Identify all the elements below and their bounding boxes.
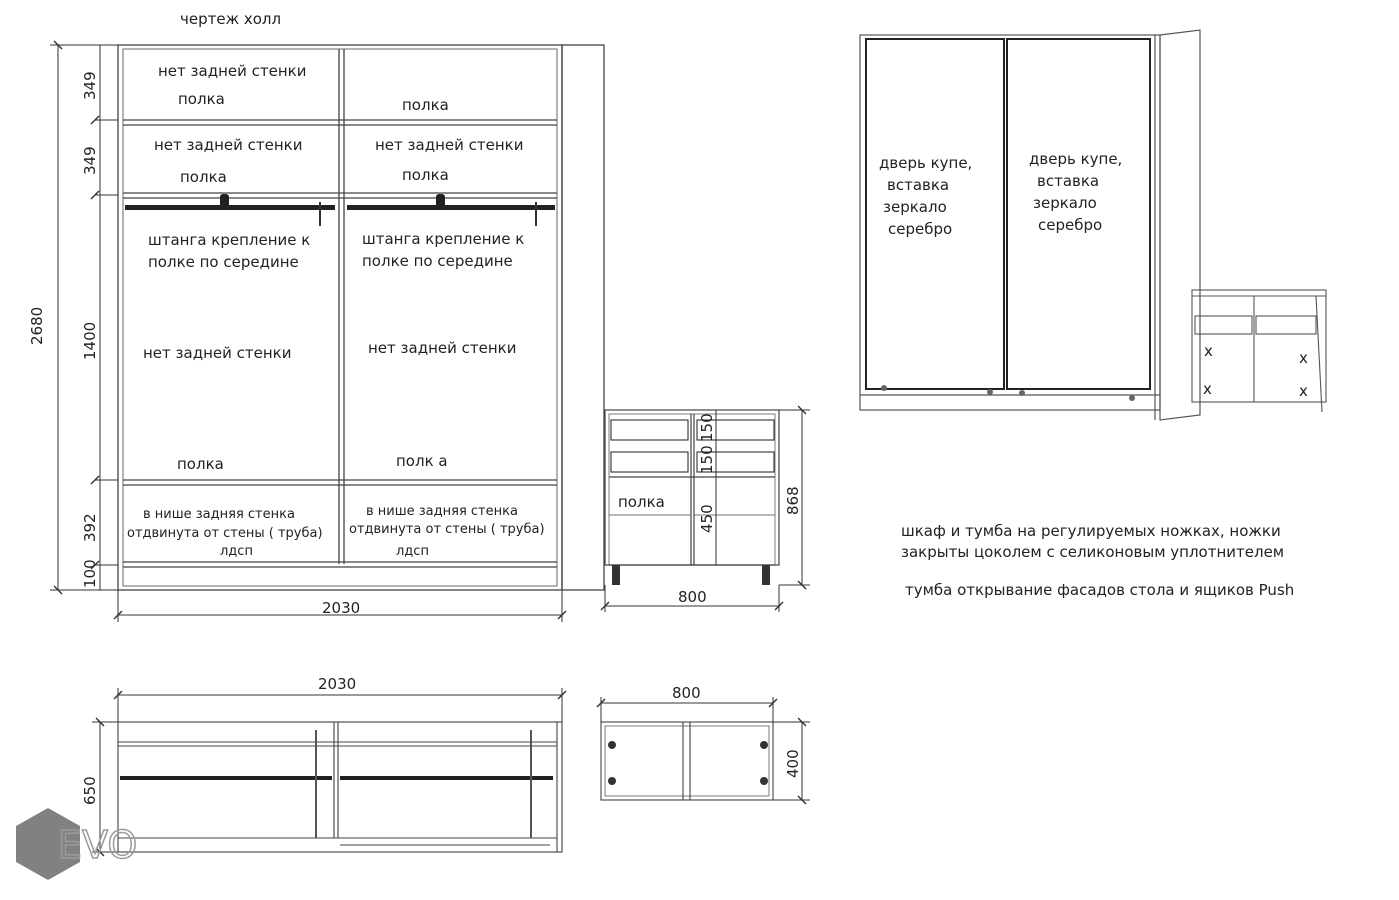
label-shelf-2-left: полка: [180, 168, 227, 186]
note-line-1: шкаф и тумба на регулируемых ножках, ножки: [901, 522, 1281, 540]
label-rod-right-2: полке по середине: [362, 252, 513, 270]
dim-lower: 450: [698, 504, 716, 533]
drawing-title: чертеж холл: [180, 10, 282, 28]
dim-cabinet-width: 800: [678, 588, 707, 606]
label-niche-right-1: в нише задняя стенка: [366, 504, 518, 519]
mark-x-3: x: [1203, 380, 1212, 398]
cabinet-dimension-values: [678, 413, 802, 606]
dim-plinth: 100: [81, 559, 99, 588]
label-rod-left-2: полке по середине: [148, 253, 299, 271]
label-rod-left-1: штанга крепление к: [148, 231, 311, 249]
hanging-rods: [125, 194, 555, 226]
note-line-3: тумба открывание фасадов стола и ящиков Push: [905, 581, 1295, 599]
dim-section-3: 1400: [81, 321, 99, 360]
label-niche-left-3: лдсп: [220, 544, 253, 559]
label-shelf-2-right: полка: [402, 166, 449, 184]
dim-cabinet-plan-depth: 400: [784, 749, 802, 778]
door-left-line-4: серебро: [888, 220, 953, 238]
door-left-line-2: вставка: [887, 176, 950, 194]
door-right-line-4: серебро: [1038, 216, 1103, 234]
notes: [901, 522, 1294, 599]
label-no-back-2-right: нет задней стенки: [375, 136, 524, 154]
mark-x-1: x: [1204, 342, 1213, 360]
label-niche-left-1: в нише задняя стенка: [143, 507, 295, 522]
cabinet-plan-hinges: [608, 741, 768, 785]
dim-drawer-2: 150: [698, 445, 716, 474]
label-niche-right-2: отдвинута от стены ( труба): [349, 522, 545, 537]
label-niche-left-2: отдвинута от стены ( труба): [127, 526, 323, 541]
wardrobe-plan-view: [118, 722, 562, 852]
door-left-line-1: дверь купе,: [879, 154, 973, 172]
dim-section-4: 392: [81, 513, 99, 542]
label-no-back-main-left: нет задней стенки: [143, 344, 292, 362]
dim-total-height: 2680: [28, 306, 46, 345]
mark-x-2: x: [1299, 349, 1308, 367]
label-shelf-top-right: полка: [402, 96, 449, 114]
dim-cabinet-height: 868: [784, 486, 802, 515]
door-right-line-2: вставка: [1037, 172, 1100, 190]
render-cabinet-marks: [1203, 342, 1308, 400]
evo-watermark: [16, 808, 137, 880]
dim-width: 2030: [322, 599, 361, 617]
label-shelf-top-left: полка: [178, 90, 225, 108]
dim-section-1: 349: [81, 71, 99, 100]
door-right-line-1: дверь купе,: [1029, 150, 1123, 168]
plan-dimensions: [92, 688, 562, 852]
label-shelf-low-right: полк а: [396, 452, 448, 470]
label-niche-right-3: лдсп: [396, 544, 429, 559]
cabinet-front-view: [605, 410, 779, 565]
cabinet-plan-view: [601, 722, 773, 800]
label-no-back-main-right: нет задней стенки: [368, 339, 517, 357]
label-rod-right-1: штанга крепление к: [362, 230, 525, 248]
label-shelf-low-left: полка: [177, 455, 224, 473]
door-right-line-3: зеркало: [1033, 194, 1097, 212]
label-no-back-2-left: нет задней стенки: [154, 136, 303, 154]
dim-section-2: 349: [81, 146, 99, 175]
cabinet-legs: [612, 565, 770, 585]
label-no-back-top-left: нет задней стенки: [158, 62, 307, 80]
dim-plan-width: 2030: [318, 675, 357, 693]
note-line-2: закрыты цоколем с селиконовым уплотнителем: [901, 543, 1285, 561]
label-cabinet-shelf: полка: [618, 493, 665, 511]
dim-drawer-1: 150: [698, 413, 716, 442]
cabinet-plan-dimensions: [601, 697, 810, 800]
door-left-line-3: зеркало: [883, 198, 947, 216]
dim-plan-depth: 650: [81, 776, 99, 805]
mark-x-4: x: [1299, 382, 1308, 400]
watermark-text: EVO: [58, 823, 138, 867]
dim-cabinet-plan-width: 800: [672, 684, 701, 702]
render-door-labels: [879, 150, 1122, 238]
